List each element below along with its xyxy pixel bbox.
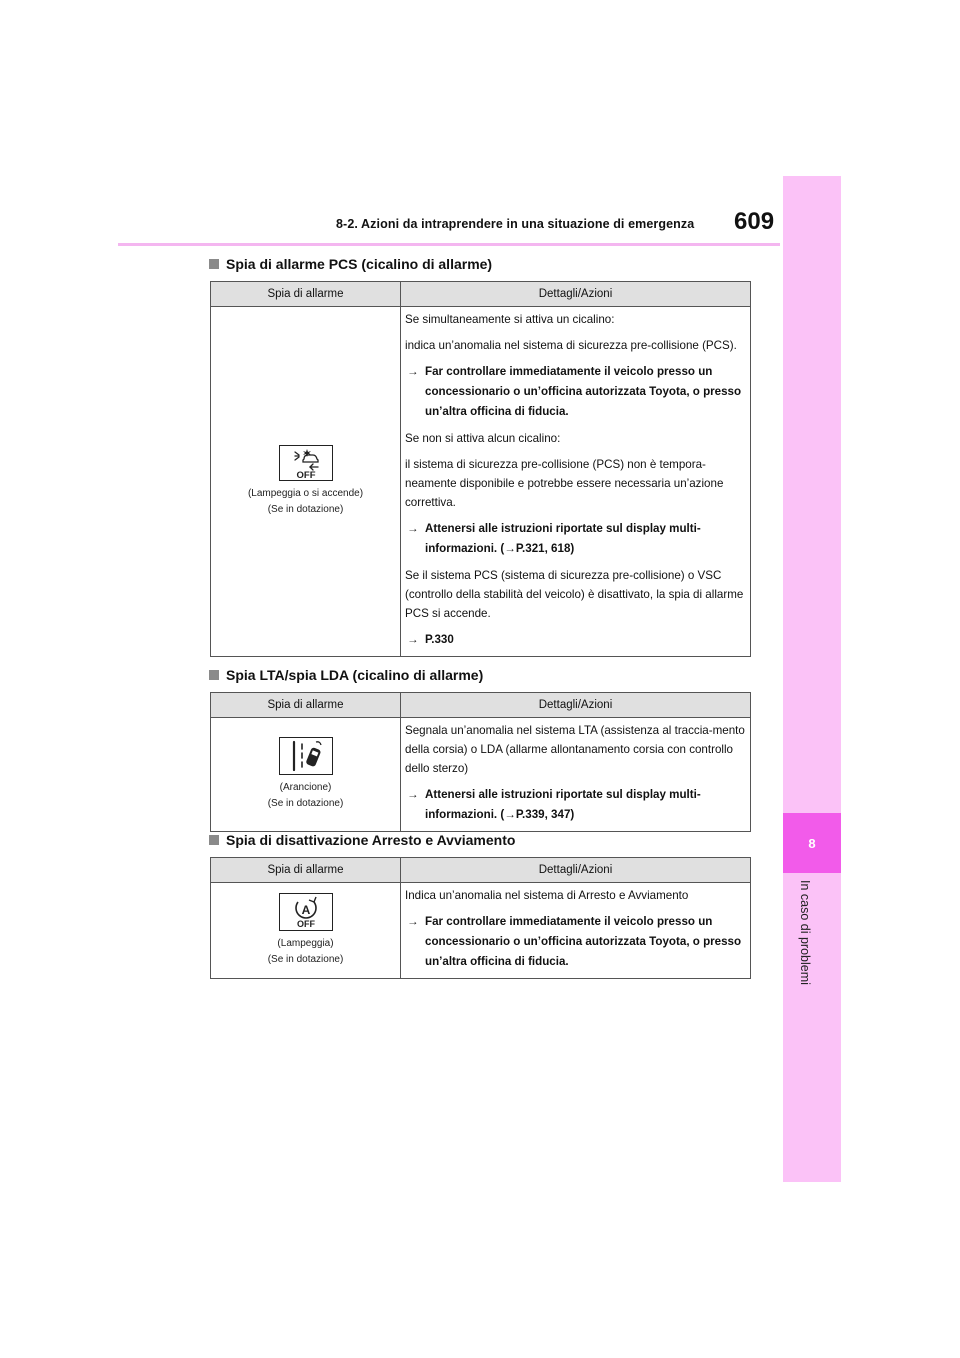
action-item — [405, 785, 746, 825]
action-text: Far controllare immediatamente il veicolo presso un concessionario o un’officina autorizzata Toyota, o presso un’altra officina di fiducia. — [425, 365, 742, 418]
table-row — [211, 718, 751, 832]
header-divider — [118, 243, 780, 246]
column-header-details: Dettagli/Azioni — [401, 693, 751, 718]
chapter-title-vertical: In caso di problemi — [798, 880, 812, 985]
lamp-cell — [211, 718, 401, 832]
lane-departure-icon — [279, 737, 333, 775]
bullet-square-icon — [209, 670, 219, 680]
section-heading-pcs — [209, 256, 492, 272]
detail-text: Se il sistema PCS (sistema di sicurezza pre-collisione) o VSC (controllo della stabilità del veicolo) è disattivato, la spia di allarme PCS si accende. — [405, 569, 744, 620]
column-header-details: Dettagli/Azioni — [401, 282, 751, 307]
bullet-square-icon — [209, 259, 219, 269]
column-header-lamp: Spia di allarme — [211, 693, 401, 718]
detail-text: Se non si attiva alcun cicalino: — [405, 432, 561, 445]
arrow-right-icon: → — [407, 365, 419, 378]
action-text: Attenersi alle istruzioni riportate sul display multi-informazioni. (→P.321, 618) — [425, 522, 701, 555]
lamp-caption: (Lampeggia o si accende) — [247, 488, 364, 499]
detail-text: il sistema di sicurezza pre-collisione (PCS) non è tempora-neamente disponibile e potrebbe essere necessaria un’azione correttiva. — [405, 458, 724, 509]
chapter-side-tab — [783, 176, 841, 1182]
detail-text: Se simultaneamente si attiva un cicalino: — [405, 313, 615, 326]
section-heading-lta-lda — [209, 667, 483, 683]
action-item — [405, 362, 746, 422]
lamp-caption: (Lampeggia) — [277, 938, 334, 949]
details-cell — [401, 307, 751, 657]
lamp-cell — [211, 883, 401, 979]
page-number: 609 — [734, 208, 775, 235]
bullet-square-icon — [209, 835, 219, 845]
detail-text: indica un’anomalia nel sistema di sicurezza pre-collisione (PCS). — [405, 339, 737, 352]
table-row — [211, 307, 751, 657]
warning-table-lta-lda — [210, 692, 751, 832]
action-text: Attenersi alle istruzioni riportate sul display multi-informazioni. (→P.339, 347) — [425, 788, 701, 821]
section-header-title: 8-2. Azioni da intraprendere in una situazione di emergenza — [336, 217, 695, 231]
detail-text: Indica un’anomalia nel sistema di Arresto e Avviamento — [405, 889, 689, 902]
warning-table-pcs — [210, 281, 751, 657]
chapter-number-tab: 8 — [783, 813, 841, 873]
arrow-right-icon: → — [407, 915, 419, 928]
lamp-caption: (Se in dotazione) — [267, 798, 344, 809]
section-heading-text: Spia LTA/spia LDA (cicalino di allarme) — [226, 667, 484, 683]
pcs-off-icon — [279, 445, 333, 481]
svg-text:OFF: OFF — [296, 470, 315, 480]
arrow-right-icon: → — [407, 788, 419, 801]
table-row — [211, 883, 751, 979]
details-cell — [401, 718, 751, 832]
lamp-cell — [211, 307, 401, 657]
section-heading-text: Spia di disattivazione Arresto e Avviamento — [226, 832, 516, 848]
column-header-lamp: Spia di allarme — [211, 858, 401, 883]
arrow-right-icon: → — [407, 633, 419, 646]
column-header-details: Dettagli/Azioni — [401, 858, 751, 883]
action-text: P.330 — [425, 633, 454, 646]
arrow-right-icon: → — [407, 522, 419, 535]
action-item — [405, 630, 746, 650]
column-header-lamp: Spia di allarme — [211, 282, 401, 307]
lamp-caption: (Se in dotazione) — [267, 954, 344, 965]
lamp-caption: (Arancione) — [279, 782, 332, 793]
lamp-caption: (Se in dotazione) — [267, 504, 344, 515]
svg-text:OFF: OFF — [296, 919, 315, 929]
stop-start-off-icon — [279, 893, 333, 931]
detail-text: Segnala un’anomalia nel sistema LTA (assistenza al traccia-mento della corsia) o LDA (allarme allontanamento corsia con controllo dello sterzo) — [405, 724, 745, 775]
section-heading-text: Spia di allarme PCS (cicalino di allarme) — [226, 256, 493, 272]
table-header-row — [211, 282, 751, 307]
action-item — [405, 519, 746, 559]
details-cell — [401, 883, 751, 979]
action-item — [405, 912, 746, 972]
svg-text:A: A — [301, 903, 310, 917]
warning-table-stop-start — [210, 857, 751, 979]
table-header-row — [211, 858, 751, 883]
action-text: Far controllare immediatamente il veicolo presso un concessionario o un’officina autorizzata Toyota, o presso un’altra officina di fiducia. — [425, 915, 742, 968]
table-header-row — [211, 693, 751, 718]
section-heading-stop-start — [209, 832, 515, 848]
